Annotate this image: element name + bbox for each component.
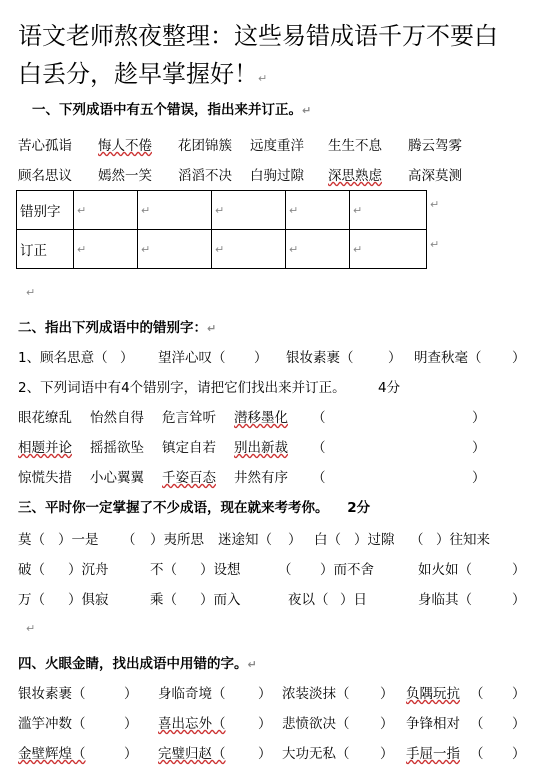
s4-row-1 xyxy=(18,682,538,702)
return-mark-icon: ↵ xyxy=(77,243,87,256)
heading-text: 二、指出下列成语中的错别字： xyxy=(18,320,207,336)
paren-close: ） xyxy=(512,350,526,366)
paren-close: ） xyxy=(512,746,526,762)
return-mark-icon: ↵ xyxy=(247,658,257,671)
return-mark-icon: ↵ xyxy=(289,204,299,217)
return-mark-icon: ↵ xyxy=(77,204,87,217)
s2-row-1 xyxy=(18,406,538,426)
idiom: 惊慌失措 xyxy=(18,470,72,486)
return-mark-icon: ↵ xyxy=(289,243,299,256)
fill-text: 如火如（ xyxy=(418,562,472,578)
paren-close: ） xyxy=(512,716,526,732)
question-text: 望洋心叹（ xyxy=(158,350,226,366)
paren-close: ） xyxy=(120,350,134,366)
section-4-heading xyxy=(18,652,257,672)
table-cell[interactable] xyxy=(138,230,212,269)
fill-text: 破（ xyxy=(18,562,45,578)
paren-close: ） xyxy=(254,350,268,366)
paren-open: （ xyxy=(312,470,326,486)
paren-close: ） xyxy=(258,686,272,702)
table-cell[interactable] xyxy=(212,230,286,269)
heading-text: 一、下列成语中有五个错误，指出来并订正。 xyxy=(32,102,302,118)
fill-text: 负隅玩抗 xyxy=(406,686,460,702)
fill-text: 身临其（ xyxy=(418,592,472,608)
paren-close: ） xyxy=(512,686,526,702)
return-mark-icon: ↵ xyxy=(430,238,440,251)
idiom: 别出新裁 xyxy=(234,440,288,456)
heading-text: 四、火眼金睛，找出成语中用错的字。 xyxy=(18,656,248,672)
paren-close: ） xyxy=(258,716,272,732)
fill-text: （ xyxy=(122,532,136,548)
paren-close: ） xyxy=(380,716,394,732)
paren-close: ） xyxy=(388,350,402,366)
fill-text: 完璧归赵（ xyxy=(158,746,226,762)
fill-text: 争锋相对 xyxy=(406,716,460,732)
fill-text: ）夷所思 xyxy=(150,532,204,548)
idiom: 白驹过隙 xyxy=(250,168,304,184)
paren-open: （ xyxy=(470,716,484,732)
fill-text: 不（ xyxy=(150,562,177,578)
idiom: 相题并论 xyxy=(18,440,72,456)
correction-table xyxy=(16,190,427,269)
s4-row-2 xyxy=(18,712,538,732)
idiom: 小心翼翼 xyxy=(90,470,144,486)
fill-text: ） xyxy=(512,592,526,608)
idiom: 悔人不倦 xyxy=(98,138,152,154)
return-mark-icon: ↵ xyxy=(258,72,268,85)
table-cell[interactable] xyxy=(350,230,427,269)
question-text: 明查秋毫（ xyxy=(414,350,482,366)
paren-close: ） xyxy=(124,746,138,762)
article-title-line-1: 语文老师熬夜整理：这些易错成语千万不要白 xyxy=(18,22,498,50)
paren-close: ） xyxy=(124,686,138,702)
question-text: 2、下列词语中有4个错别字，请把它们找出来并订正。 xyxy=(18,380,346,396)
heading-text: 三、平时你一定掌握了不少成语，现在就来考考你。 xyxy=(18,500,329,516)
fill-text: ）俱寂 xyxy=(68,592,109,608)
fill-text: 夜以（ xyxy=(288,592,329,608)
paren-close: ） xyxy=(258,746,272,762)
table-cell[interactable] xyxy=(350,191,427,230)
return-mark-icon: ↵ xyxy=(430,198,440,211)
score: 2分 xyxy=(347,500,371,516)
s2-line-1 xyxy=(18,346,538,366)
return-mark-icon: ↵ xyxy=(26,622,36,635)
idiom: 高深莫测 xyxy=(408,168,462,184)
fill-text: 滥竽冲数（ xyxy=(18,716,86,732)
idiom: 腾云驾雾 xyxy=(408,138,462,154)
paren-close: ） xyxy=(472,470,486,486)
return-mark-icon: ↵ xyxy=(215,204,225,217)
paren-close: ） xyxy=(472,440,486,456)
fill-text: 万（ xyxy=(18,592,45,608)
table-cell[interactable] xyxy=(212,191,286,230)
table-cell[interactable] xyxy=(286,230,350,269)
s3-row-1 xyxy=(18,528,538,548)
table-label-correct: 订正 xyxy=(17,230,74,269)
idiom: 千姿百态 xyxy=(162,470,216,486)
return-mark-icon: ↵ xyxy=(302,104,312,117)
question-text: 1、顾名思意（ xyxy=(18,350,108,366)
fill-text: 银妆素裹（ xyxy=(18,686,86,702)
fill-text: ）设想 xyxy=(200,562,241,578)
fill-text: ） xyxy=(288,532,302,548)
fill-text: （ xyxy=(410,532,424,548)
paren-close: ） xyxy=(380,686,394,702)
score: 4分 xyxy=(378,380,401,396)
fill-text: 白（ xyxy=(314,532,341,548)
table-label-wrong: 错别字 xyxy=(17,191,74,230)
fill-text: ）日 xyxy=(340,592,367,608)
paren-open: （ xyxy=(312,410,326,426)
idiom: 远度重洋 xyxy=(250,138,304,154)
fill-text: （ xyxy=(278,562,292,578)
paren-open: （ xyxy=(470,746,484,762)
table-cell[interactable] xyxy=(74,230,138,269)
fill-text: ）沉舟 xyxy=(68,562,109,578)
s4-row-3 xyxy=(18,742,538,762)
idiom: 潜移墨化 xyxy=(234,410,288,426)
s2-row-3 xyxy=(18,466,538,486)
fill-text: 莫（ xyxy=(18,532,45,548)
fill-text: 乘（ xyxy=(150,592,177,608)
fill-text: 身临奇境（ xyxy=(158,686,226,702)
table-cell[interactable] xyxy=(138,191,212,230)
idiom: 苦心孤诣 xyxy=(18,138,72,154)
s3-row-2 xyxy=(18,558,538,578)
table-row xyxy=(17,191,427,230)
idiom: 怡然自得 xyxy=(90,410,144,426)
fill-text: ）一是 xyxy=(58,532,99,548)
idiom: 井然有序 xyxy=(234,470,288,486)
idiom: 顾名思议 xyxy=(18,168,72,184)
table-cell[interactable] xyxy=(286,191,350,230)
fill-text: 悲愤欲决（ xyxy=(282,716,350,732)
s2-line-2 xyxy=(18,376,538,396)
article-title-line-2 xyxy=(18,56,267,97)
fill-text: 迷途知（ xyxy=(218,532,272,548)
return-mark-icon: ↵ xyxy=(141,243,151,256)
s2-row-2 xyxy=(18,436,538,456)
idiom: 危言耸听 xyxy=(162,410,216,426)
fill-text: ）过隙 xyxy=(354,532,395,548)
paren-close: ） xyxy=(124,716,138,732)
idiom: 花团锦簇 xyxy=(178,138,232,154)
fill-text: ）而入 xyxy=(200,592,241,608)
idiom: 滔滔不决 xyxy=(178,168,232,184)
idiom: 眼花缭乱 xyxy=(18,410,72,426)
paren-open: （ xyxy=(312,440,326,456)
idiom: 镇定自若 xyxy=(162,440,216,456)
fill-text: 喜出忘外（ xyxy=(158,716,226,732)
paren-open: （ xyxy=(470,686,484,702)
section-3-heading xyxy=(18,496,370,516)
idiom: 摇摇欲坠 xyxy=(90,440,144,456)
section-1-heading xyxy=(32,98,311,118)
paren-close: ） xyxy=(472,410,486,426)
idiom: 生生不息 xyxy=(328,138,382,154)
section-2-heading xyxy=(18,316,216,336)
table-cell[interactable] xyxy=(74,191,138,230)
fill-text: ） xyxy=(512,562,526,578)
table-row xyxy=(17,230,427,269)
return-mark-icon: ↵ xyxy=(26,286,36,299)
return-mark-icon: ↵ xyxy=(207,322,217,335)
return-mark-icon: ↵ xyxy=(215,243,225,256)
fill-text: 金壁辉煌（ xyxy=(18,746,86,762)
return-mark-icon: ↵ xyxy=(141,204,151,217)
fill-text: ）往知来 xyxy=(436,532,490,548)
idiom: 深思熟虑 xyxy=(328,168,382,184)
return-mark-icon: ↵ xyxy=(353,204,363,217)
fill-text: ）而不舍 xyxy=(320,562,374,578)
question-text: 银妆素裹（ xyxy=(286,350,354,366)
paren-close: ） xyxy=(380,746,394,762)
idiom: 嫣然一笑 xyxy=(98,168,152,184)
fill-text: 手屈一指 xyxy=(406,746,460,762)
title-text: 白丢分，趁早掌握好！ xyxy=(18,60,258,88)
return-mark-icon: ↵ xyxy=(353,243,363,256)
fill-text: 大功无私（ xyxy=(282,746,350,762)
s3-row-3 xyxy=(18,588,538,608)
fill-text: 浓装淡抹（ xyxy=(282,686,350,702)
